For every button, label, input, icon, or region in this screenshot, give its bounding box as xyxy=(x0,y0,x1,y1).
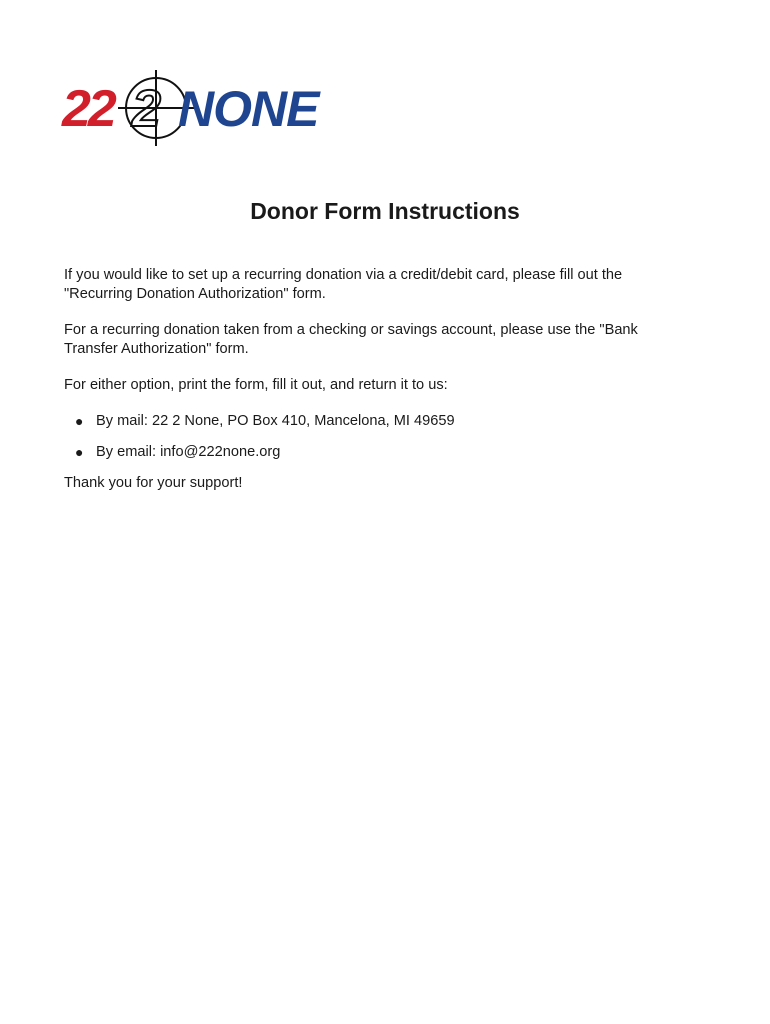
page-title: Donor Form Instructions xyxy=(250,198,520,224)
bullet-icon: ● xyxy=(75,413,84,429)
paragraph-bank-line-1: For a recurring donation taken from a checking or savings account, please use the "Bank xyxy=(64,322,638,338)
bullet-icon: ● xyxy=(75,444,84,460)
paragraph-card-line-2: "Recurring Donation Authorization" form. xyxy=(64,286,326,302)
contact-list xyxy=(64,412,704,462)
paragraph-card-line-1: If you would like to set up a recurring donation via a credit/debit card, please fill out the xyxy=(64,267,623,283)
closing-text: Thank you for your support! xyxy=(64,475,243,491)
list-item-email xyxy=(75,443,704,462)
paragraph-card xyxy=(64,266,704,304)
organization-logo xyxy=(60,68,335,150)
logo-text-none: NONE xyxy=(178,81,319,137)
paragraph-bank xyxy=(64,321,704,359)
mail-address: By mail: 22 2 None, PO Box 410, Mancelona, MI 49659 xyxy=(96,413,455,429)
logo-text-2: 2 xyxy=(132,80,161,138)
list-item-mail xyxy=(75,412,704,431)
logo-text-22: 22 xyxy=(62,80,114,138)
email-address: By email: info@222none.org xyxy=(96,444,281,460)
logo-graphic xyxy=(60,68,335,150)
paragraph-return-options: For either option, print the form, fill it out, and return it to us: xyxy=(64,377,448,393)
paragraph-bank-line-2: Transfer Authorization" form. xyxy=(64,341,249,357)
instructions-body xyxy=(64,266,704,510)
